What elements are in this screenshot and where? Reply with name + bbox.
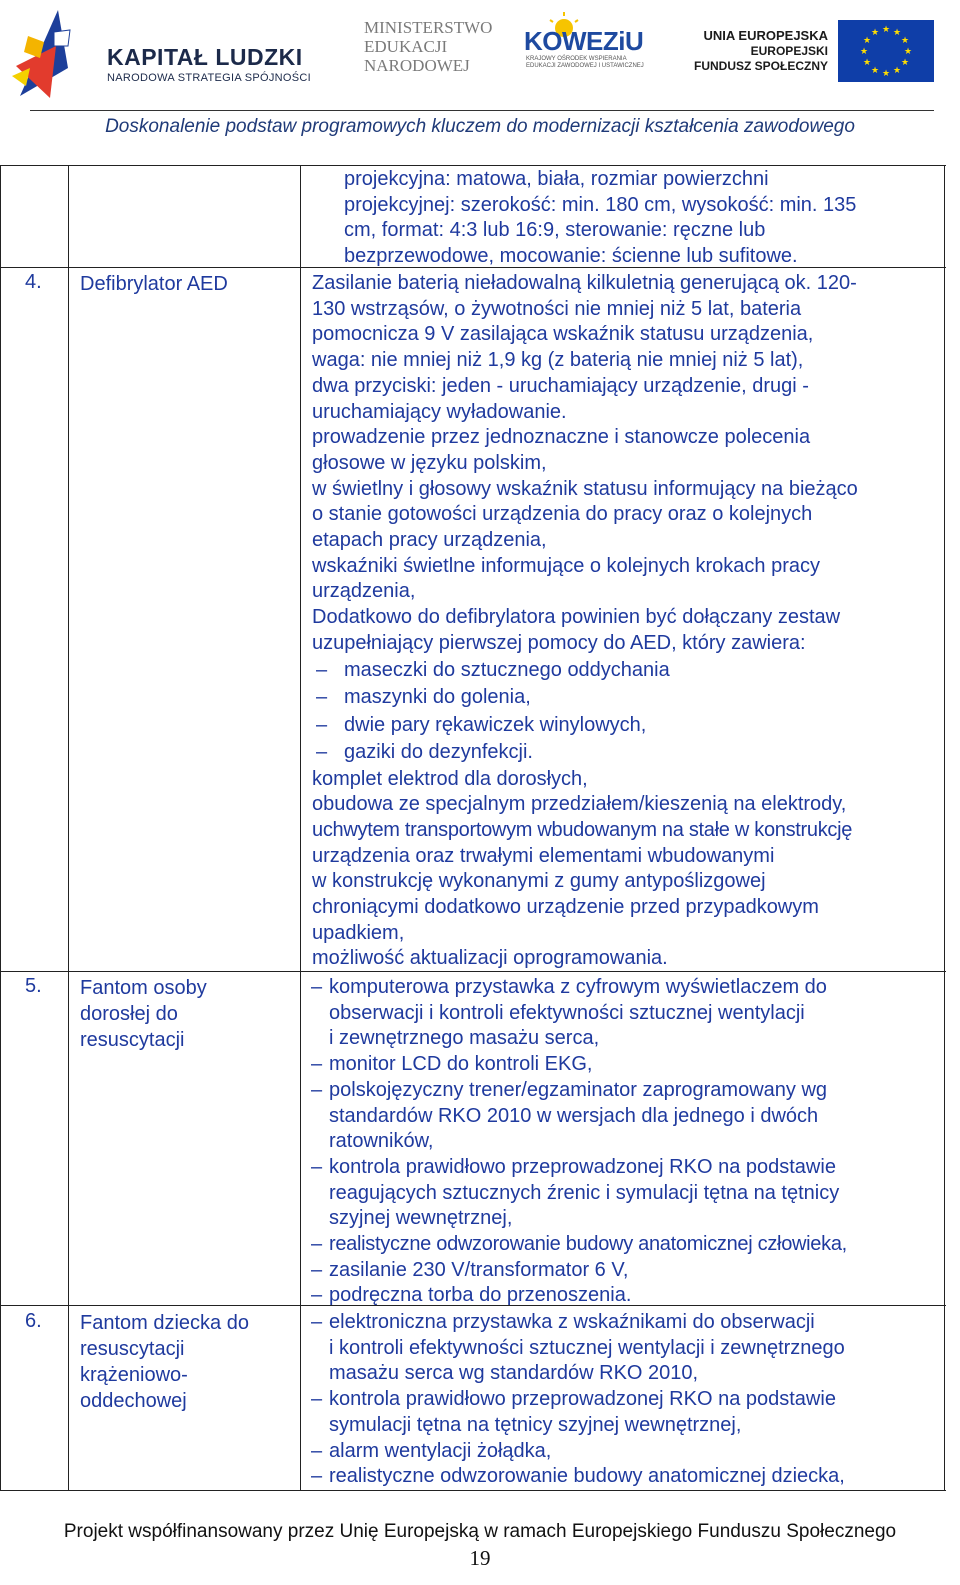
eu-flag-icon [838, 20, 934, 82]
bullet-line: realistyczne odwzorowanie budowy anatomicznej dziecka, [329, 1465, 845, 1488]
desc-line: Dodatkowo do defibrylatora powinien być dołączany zestaw [312, 606, 841, 629]
bullet-line: standardów RKO 2010 w wersjach dla jednego i dwóch [329, 1104, 819, 1127]
bullet-item [311, 1387, 941, 1438]
bullet-text: maszynki do golenia, [344, 686, 531, 709]
name-line: oddechowej [80, 1390, 187, 1412]
desc-line: bezprzewodowe, mocowanie: ścienne lub sufitowe. [344, 245, 798, 268]
bullet-line: alarm wentylacji żołądka, [329, 1439, 552, 1462]
bullet-item [312, 739, 942, 767]
row-6-description [311, 1310, 941, 1490]
name-line: Fantom dziecka do [80, 1312, 249, 1334]
dash-icon: – [316, 686, 328, 709]
desc-line: waga: nie mniej niż 1,9 kg (z baterią nie mniej niż 5 lat), [312, 349, 804, 372]
bullet-line: ratowników, [329, 1130, 434, 1153]
bullet-line: szyjnej wewnętrznej, [329, 1207, 513, 1230]
svg-text:★: ★ [870, 28, 880, 38]
dash-icon: – [311, 1155, 323, 1178]
bullet-item [311, 1078, 941, 1155]
table-col-divider [68, 165, 69, 1491]
dash-icon: – [311, 976, 323, 998]
desc-line: obudowa ze specjalnym przedziałem/kieszenią na elektrody, [312, 793, 847, 816]
ue-line-2: EUROPEJSKI [750, 44, 828, 58]
svg-text:★: ★ [881, 69, 891, 79]
page-header-title: Doskonalenie podstaw programowych kluczem do modernizacji kształcenia zawodowego [105, 116, 855, 137]
desc-line: chroniącymi dodatkowo urządzenie przed przypadkowym [312, 896, 819, 919]
table-border-left [0, 165, 1, 1491]
bullet-item [311, 1232, 941, 1258]
bullet-line: i zewnętrznego masażu serca, [329, 1027, 600, 1050]
desc-line: pomocnicza 9 V zasilająca wskaźnik statusu urządzenia, [312, 323, 814, 346]
desc-line: uruchamiający wyładowanie. [312, 400, 567, 423]
bullet-item [311, 1310, 941, 1387]
table-row-continued-description [344, 167, 856, 270]
equipment-table [0, 165, 946, 1491]
desc-line: 130 wstrząsów, o żywotności nie mniej niż 5 lat, bateria [312, 297, 802, 320]
kapital-ludzki-logo [10, 6, 320, 102]
ministerstwo-line-1: MINISTERSTWO [364, 18, 493, 37]
svg-text:★: ★ [862, 36, 872, 46]
row-6-name [80, 1310, 249, 1414]
dash-icon: – [311, 1439, 323, 1462]
svg-text:★: ★ [892, 28, 902, 38]
row-4-name: Defibrylator AED [80, 273, 228, 295]
desc-line: upadkiem, [312, 921, 405, 944]
desc-line: urządzenia oraz trwałymi elementami wbudowanymi [312, 844, 775, 867]
row-5-number: 5. [25, 975, 42, 997]
svg-text:★: ★ [881, 25, 891, 35]
desc-line: głosowe w języku polskim, [312, 451, 547, 474]
kowezu-logo [524, 18, 644, 78]
svg-text:★: ★ [870, 66, 880, 76]
desc-line: cm, format: 4:3 lub 16:9, sterowanie: ręczne lub [344, 219, 766, 242]
bullet-line: kontrola prawidłowo przeprowadzonej RKO na podstawie [329, 1388, 836, 1411]
name-line: Fantom osoby [80, 977, 207, 999]
kapital-ludzki-title: KAPITAŁ LUDZKI [107, 44, 303, 70]
page-number: 19 [469, 1546, 491, 1570]
desc-line: w konstrukcję wykonanymi z gumy antypoślizgowej [312, 870, 766, 893]
desc-line: projekcyjna: matowa, biała, rozmiar powierzchni [344, 168, 769, 190]
bullet-line: realistyczne odwzorowanie budowy anatomicznej człowieka, [329, 1233, 847, 1256]
name-line: dorosłej do [80, 1003, 178, 1025]
bullet-text: dwie pary rękawiczek winylowych, [344, 713, 647, 736]
dash-icon: – [316, 741, 328, 764]
dash-icon: – [311, 1233, 323, 1256]
table-col-divider [300, 165, 301, 1491]
desc-line: Zasilanie baterią nieładowalną kilkuletnią generującą ok. 120- [312, 272, 857, 294]
desc-line: prowadzenie przez jednoznaczne i stanowcze polecenia [312, 426, 811, 449]
ministerstwo-line-3: NARODOWEJ [364, 56, 470, 75]
kowezu-title: KOWEZiU [524, 26, 644, 56]
ue-line-3: FUNDUSZ SPOŁECZNY [693, 59, 828, 73]
dash-icon: – [311, 1258, 323, 1281]
desc-line: urządzenia, [312, 580, 416, 603]
desc-line: komplet elektrod dla dorosłych, [312, 767, 588, 790]
desc-line: o stanie gotowości urządzenia do pracy oraz o kolejnych [312, 503, 813, 526]
row-4-number: 4. [25, 271, 42, 293]
kowezu-subtitle: KRAJOWY OŚRODEK WSPIERANIA EDUKACJI ZAWODOWEJ I USTAWICZNEJ [526, 56, 644, 69]
eu-stars-icon [838, 20, 934, 82]
row-4-description [312, 271, 942, 972]
dash-icon: – [311, 1388, 323, 1411]
bullet-line: monitor LCD do kontroli EKG, [329, 1053, 593, 1076]
bullet-item [312, 712, 942, 740]
bullet-line: polskojęzyczny trener/egzaminator zaprogramowany wg [329, 1078, 828, 1101]
ministerstwo-logo [364, 18, 492, 75]
bullet-item [311, 1155, 941, 1232]
desc-line: wskaźniki świetlne informujące o kolejnych krokach pracy [312, 554, 820, 577]
table-border-bottom [0, 1490, 946, 1491]
kapital-ludzki-emblem-icon [10, 6, 100, 102]
bullet-line: zasilanie 230 V/transformator 6 V, [329, 1258, 629, 1281]
bullet-item [311, 975, 941, 1052]
dash-icon: – [311, 1284, 323, 1307]
table-border-right [944, 165, 945, 1491]
svg-text:★: ★ [862, 58, 872, 68]
svg-text:★: ★ [859, 47, 869, 57]
bullet-line: i kontroli efektywności sztucznej wentylacji i zewnętrznego [329, 1336, 845, 1359]
bullet-item [311, 1283, 941, 1309]
footer-text: Projekt współfinansowany przez Unię Europejską w ramach Europejskiego Funduszu Społecznego [63, 1521, 897, 1542]
kapital-ludzki-subtitle: NARODOWA STRATEGIA SPÓJNOŚCI [107, 72, 311, 84]
desc-line: projekcyjnej: szerokość: min. 180 cm, wysokość: min. 135 [344, 193, 857, 216]
bullet-item [311, 1052, 941, 1078]
desc-line: możliwość aktualizacji oprogramowania. [312, 947, 668, 970]
bullet-line: obserwacji i kontroli efektywności sztucznej wentylacji [329, 1001, 805, 1024]
bullet-line: symulacji tętna na tętnicy szyjnej wewnętrznej, [329, 1413, 742, 1436]
row-6-number: 6. [25, 1310, 42, 1332]
desc-line: etapach pracy urządzenia, [312, 529, 547, 552]
svg-text:★: ★ [900, 36, 910, 46]
desc-line: uzupełniający pierwszej pomocy do AED, który zawiera: [312, 631, 806, 654]
ministerstwo-line-2: EDUKACJI [364, 37, 448, 56]
name-line: krążeniowo- [80, 1364, 188, 1386]
bullet-item [311, 1439, 941, 1465]
dash-icon: – [311, 1078, 323, 1101]
dash-icon: – [311, 1053, 323, 1076]
bullet-item [312, 684, 942, 712]
desc-line: w świetlny i głosowy wskaźnik statusu informujący na bieżąco [312, 477, 858, 500]
bullet-item [311, 1258, 941, 1284]
dash-icon: – [311, 1465, 323, 1488]
svg-text:★: ★ [903, 47, 913, 57]
bullet-line: reagujących sztucznych źrenic i symulacji tętna na tętnicy [329, 1181, 840, 1204]
header-divider [30, 110, 934, 111]
dash-icon: – [311, 1311, 323, 1333]
bullet-text: gaziki do dezynfekcji. [344, 741, 533, 764]
name-line: resuscytacji [80, 1029, 185, 1051]
row-5-name [80, 975, 207, 1053]
row-5-description [311, 975, 941, 1309]
bullet-item [312, 657, 942, 685]
bullet-line: komputerowa przystawka z cyfrowym wyświetlaczem do [329, 976, 827, 998]
bullet-line: elektroniczna przystawka z wskaźnikami do obserwacji [329, 1311, 815, 1333]
ue-line-1: UNIA EUROPEJSKA [703, 28, 828, 43]
bullet-line: kontrola prawidłowo przeprowadzonej RKO na podstawie [329, 1155, 836, 1178]
bullet-line: podręczna torba do przenoszenia. [329, 1284, 632, 1307]
svg-text:★: ★ [900, 58, 910, 68]
table-border-top [0, 165, 946, 166]
bullet-line: masażu serca wg standardów RKO 2010, [329, 1362, 699, 1385]
name-line: resuscytacji [80, 1338, 185, 1360]
dash-icon: – [316, 713, 328, 736]
bullet-text: maseczki do sztucznego oddychania [344, 658, 670, 681]
desc-line: dwa przyciski: jeden - uruchamiający urządzenie, drugi - [312, 374, 809, 397]
desc-line: uchwytem transportowym wbudowanym na stałe w konstrukcję [312, 818, 853, 841]
svg-text:★: ★ [892, 66, 902, 76]
bullet-item [311, 1464, 941, 1490]
dash-icon: – [316, 658, 328, 681]
header-logos [0, 0, 960, 110]
